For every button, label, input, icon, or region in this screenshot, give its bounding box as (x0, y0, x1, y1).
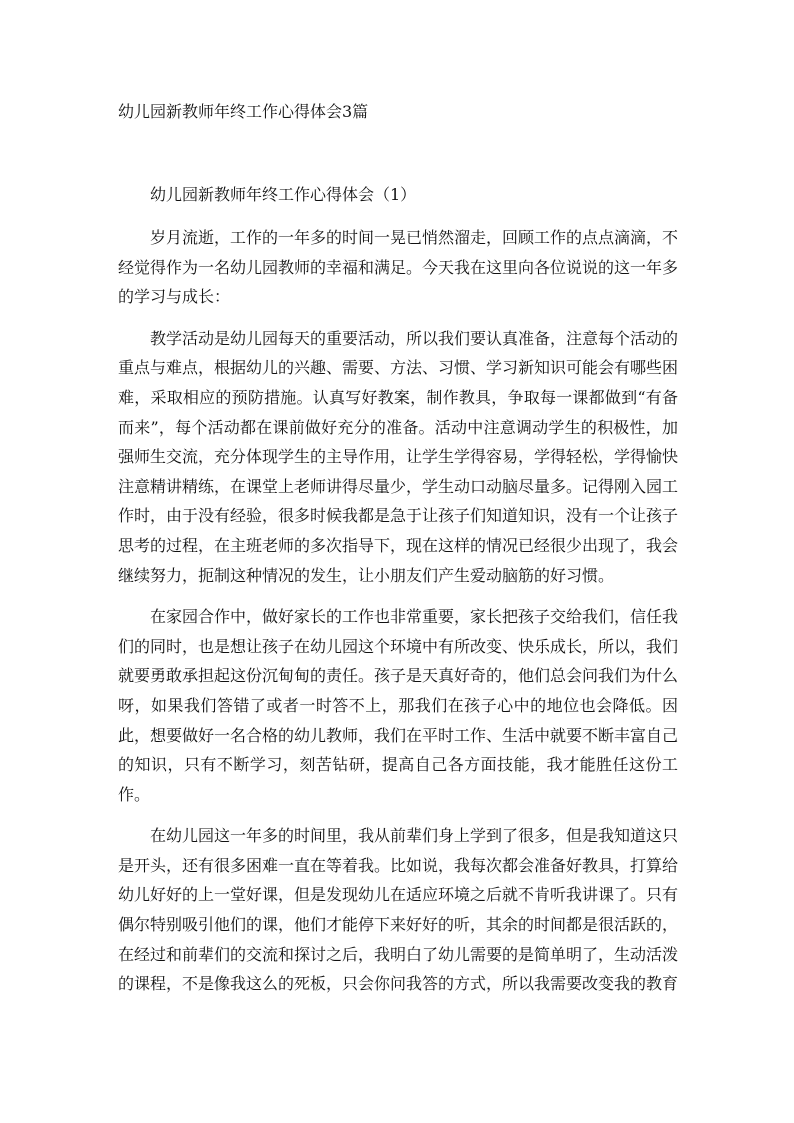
section-title: 幼儿园新教师年终工作心得体会（1） (150, 185, 417, 204)
paragraph-home-school: 在家园合作中，做好家长的工作也非常重要，家长把孩子交给我们，信任我们的同时，也是想让孩子在幼儿园这个环境中有所改变、快乐成长，所以，我们就要勇敢承担起这份沉甸甸的责任。孩子是天真好奇的，他们总会问我们为什么呀，如果我们答错了或者一时答不上，那我们在孩子心中的地位也会降低。因此，想要做好一名合格的幼儿教师，我们在平时工作、生活中就要不断丰富自己的知识，只有不断学习，刻苦钻研，提高自己各方面技能，我才能胜任这份工作。 (118, 607, 679, 804)
paragraph-intro: 岁月流逝，工作的一年多的时间一晃已悄然溜走，回顾工作的点点滴滴，不经觉得作为一名幼儿园教师的幸福和满足。今天我在这里向各位说说的这一年多的学习与成长： (118, 228, 679, 307)
paragraph-teaching: 教学活动是幼儿园每天的重要活动，所以我们要认真准备，注意每个活动的重点与难点，根据幼儿的兴趣、需要、方法、习惯、学习新知识可能会有哪些困难，采取相应的预防措施。认真写好教案，制作教具，争取每一课都做到“有备而来”，每个活动都在课前做好充分的准备。活动中注意调动学生的积极性，加强师生交流，充分体现学生的主导作用，让学生学得容易，学得轻松，学得愉快注意精讲精练，在课堂上老师讲得尽量少，学生动口动脑尽量多。记得刚入园工作时，由于没有经验，很多时候我都是急于让孩子们知道知识，没有一个让孩子思考的过程，在主班老师的多次指导下，现在这样的情况已经很少出现了，我会继续努力，扼制这种情况的发生，让小朋友们产生爱动脑筋的好习惯。 (118, 328, 679, 585)
document-title: 幼儿园新教师年终工作心得体会3篇 (118, 102, 369, 121)
paragraph-learning: 在幼儿园这一年多的时间里，我从前辈们身上学到了很多，但是我知道这只是开头，还有很多困难一直在等着我。比如说，我每次都会准备好教具，打算给幼儿好好的上一堂好课，但是发现幼儿在适应环境之后就不肯听我讲课了。只有偶尔特别吸引他们的课，他们才能停下来好好的听，其余的时间都是很活跃的，在经过和前辈们的交流和探讨之后，我明白了幼儿需要的是简单明了，生动活泼的课程，不是像我这么的死板，只会你问我答的方式，所以我需要改变我的教育 (118, 826, 679, 994)
document-body (118, 223, 678, 1011)
